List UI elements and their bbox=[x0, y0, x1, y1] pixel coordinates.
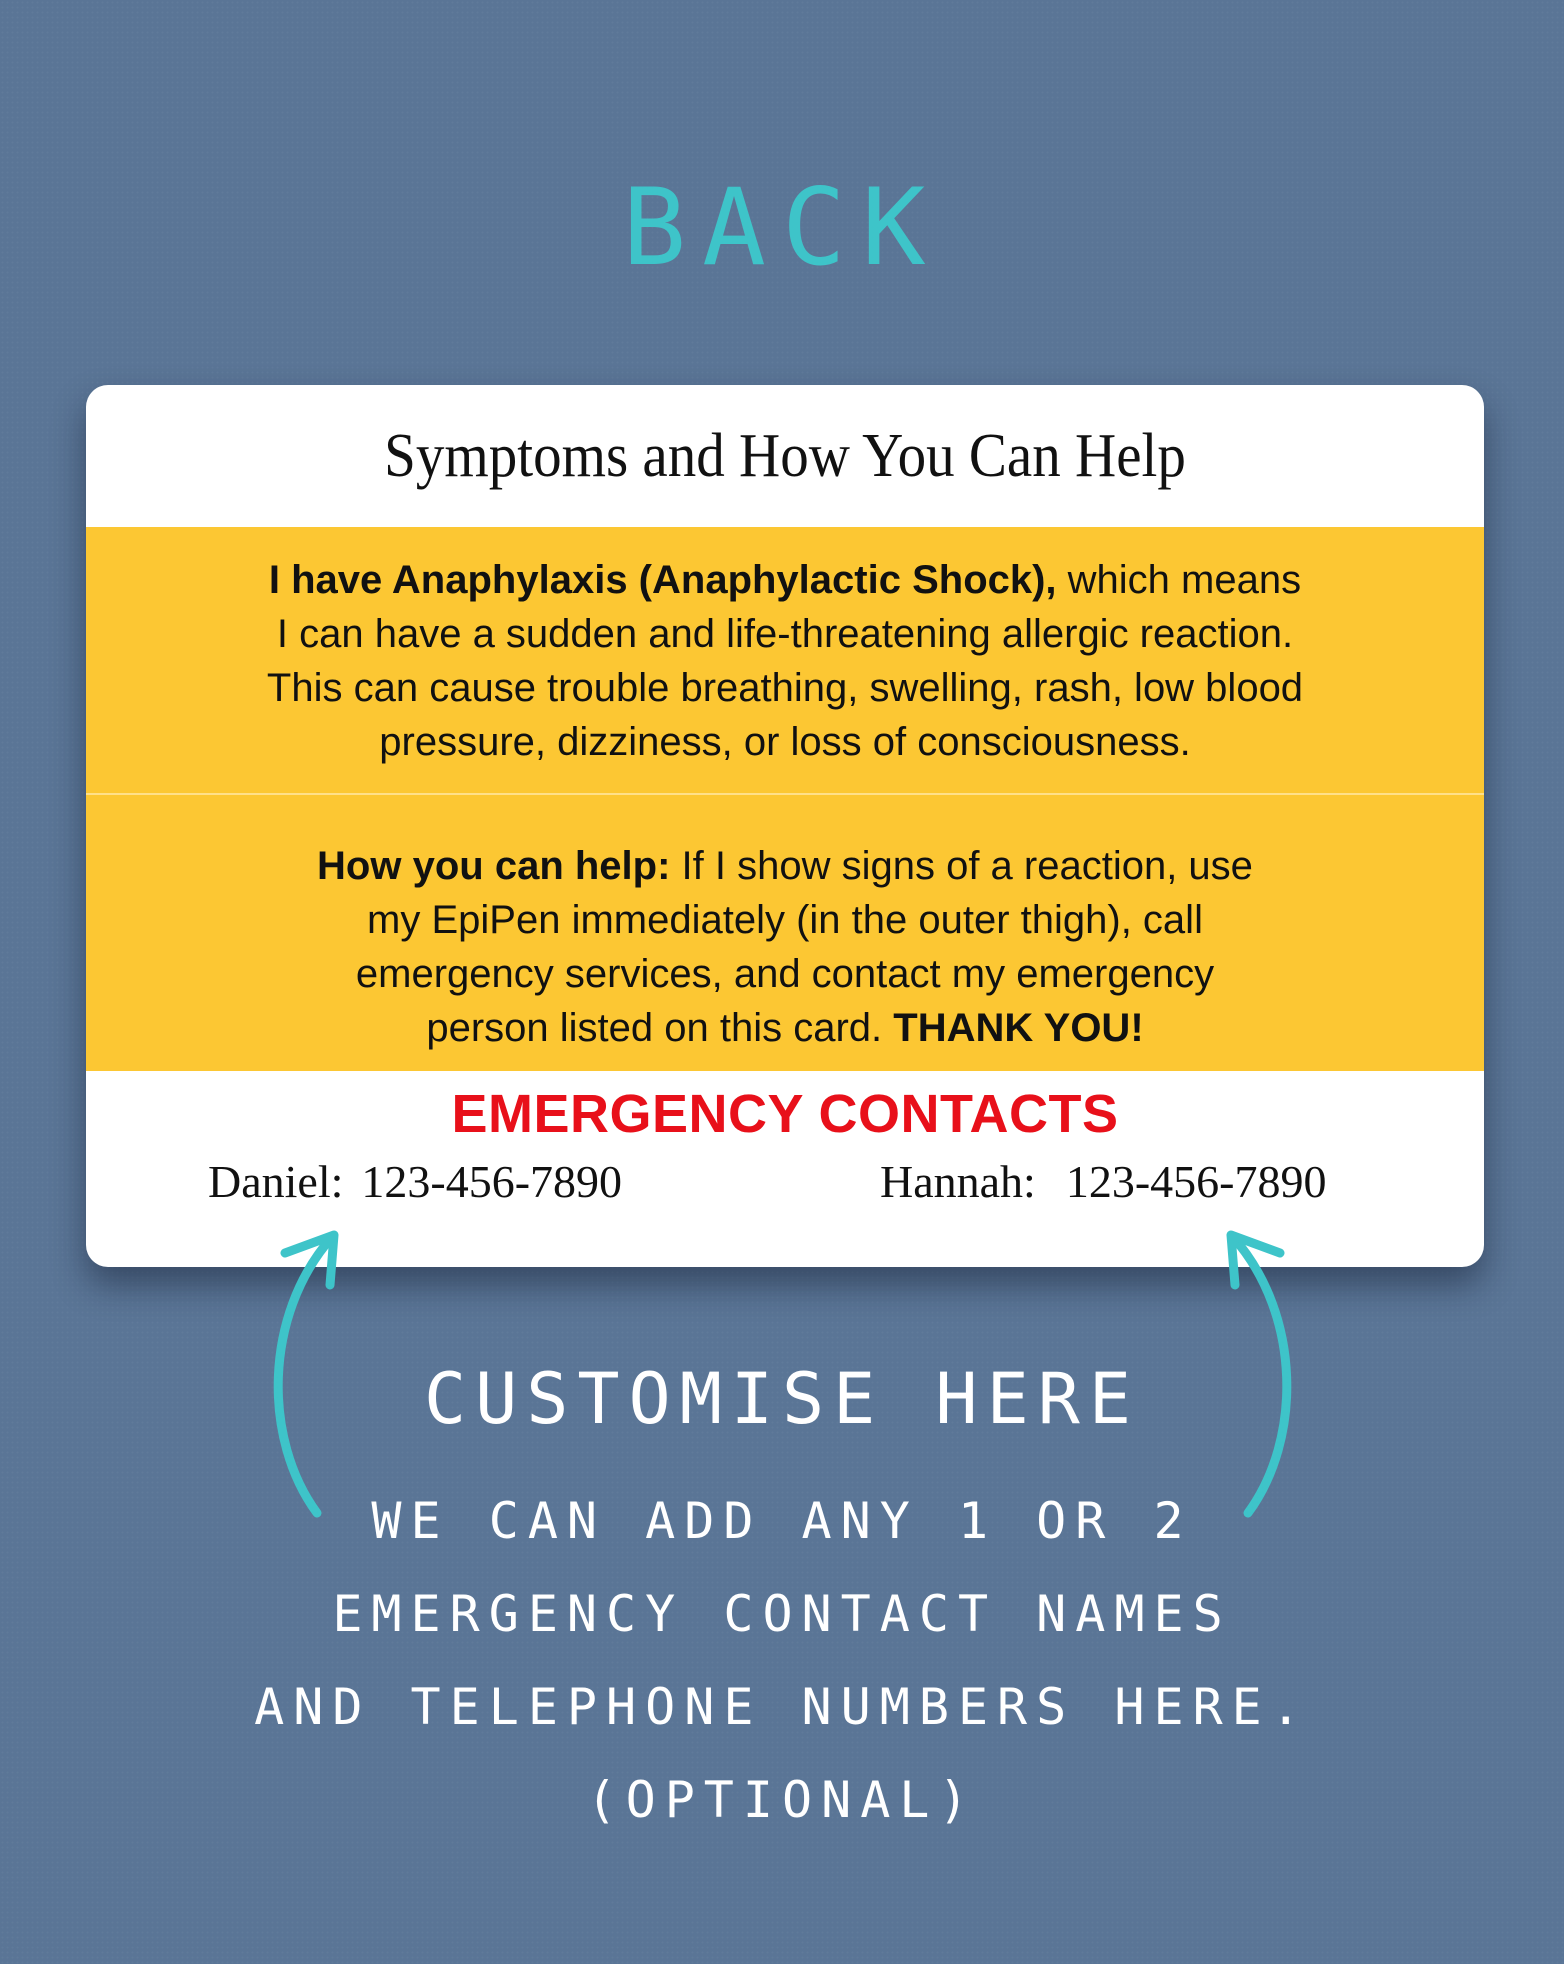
help-band bbox=[86, 795, 1484, 1071]
customise-line-2: EMERGENCY CONTACT NAMES bbox=[332, 1585, 1232, 1643]
customise-line-3: AND TELEPHONE NUMBERS HERE. bbox=[254, 1678, 1310, 1736]
contact-2-name: Hannah: bbox=[880, 1156, 1036, 1207]
contact-2-phone: 123-456-7890 bbox=[1065, 1156, 1327, 1207]
contact-1-name: Daniel: bbox=[208, 1156, 344, 1207]
contact-2 bbox=[880, 1155, 1326, 1208]
condition-line-2: I can have a sudden and life-threatening allergic reaction. bbox=[276, 612, 1294, 656]
emergency-card-back bbox=[86, 385, 1484, 1267]
customise-description bbox=[0, 1475, 1564, 1847]
condition-line-4: pressure, dizziness, or loss of consciousness. bbox=[379, 720, 1191, 764]
contact-1 bbox=[208, 1155, 622, 1208]
emergency-contacts-row bbox=[86, 1145, 1484, 1225]
condition-bold-intro: I have Anaphylaxis (Anaphylactic Shock), bbox=[268, 558, 1057, 602]
customise-line-4: (OPTIONAL) bbox=[586, 1771, 978, 1829]
customise-title: CUSTOMISE HERE bbox=[423, 1358, 1140, 1440]
help-bold-intro: How you can help: bbox=[317, 844, 671, 888]
help-line-1: How you can help: If I show signs of a reaction, use bbox=[317, 844, 1253, 888]
card-title: Symptoms and How You Can Help bbox=[384, 421, 1186, 490]
thank-you-text: THANK YOU! bbox=[893, 1006, 1144, 1050]
condition-line-3: This can cause trouble breathing, swelling, rash, low blood bbox=[266, 666, 1304, 710]
help-line-4: person listed on this card. THANK YOU! bbox=[426, 1006, 1144, 1050]
customise-line-1: WE CAN ADD ANY 1 OR 2 bbox=[371, 1492, 1193, 1550]
condition-line-1: I have Anaphylaxis (Anaphylactic Shock), which means bbox=[268, 558, 1302, 602]
page-heading: BACK bbox=[622, 166, 942, 289]
help-line-2: my EpiPen immediately (in the outer thigh), call bbox=[367, 898, 1203, 942]
condition-band bbox=[86, 527, 1484, 795]
contact-1-phone: 123-456-7890 bbox=[361, 1156, 623, 1207]
emergency-contacts-title: EMERGENCY CONTACTS bbox=[451, 1084, 1119, 1144]
help-line-3: emergency services, and contact my emergency bbox=[355, 952, 1215, 996]
